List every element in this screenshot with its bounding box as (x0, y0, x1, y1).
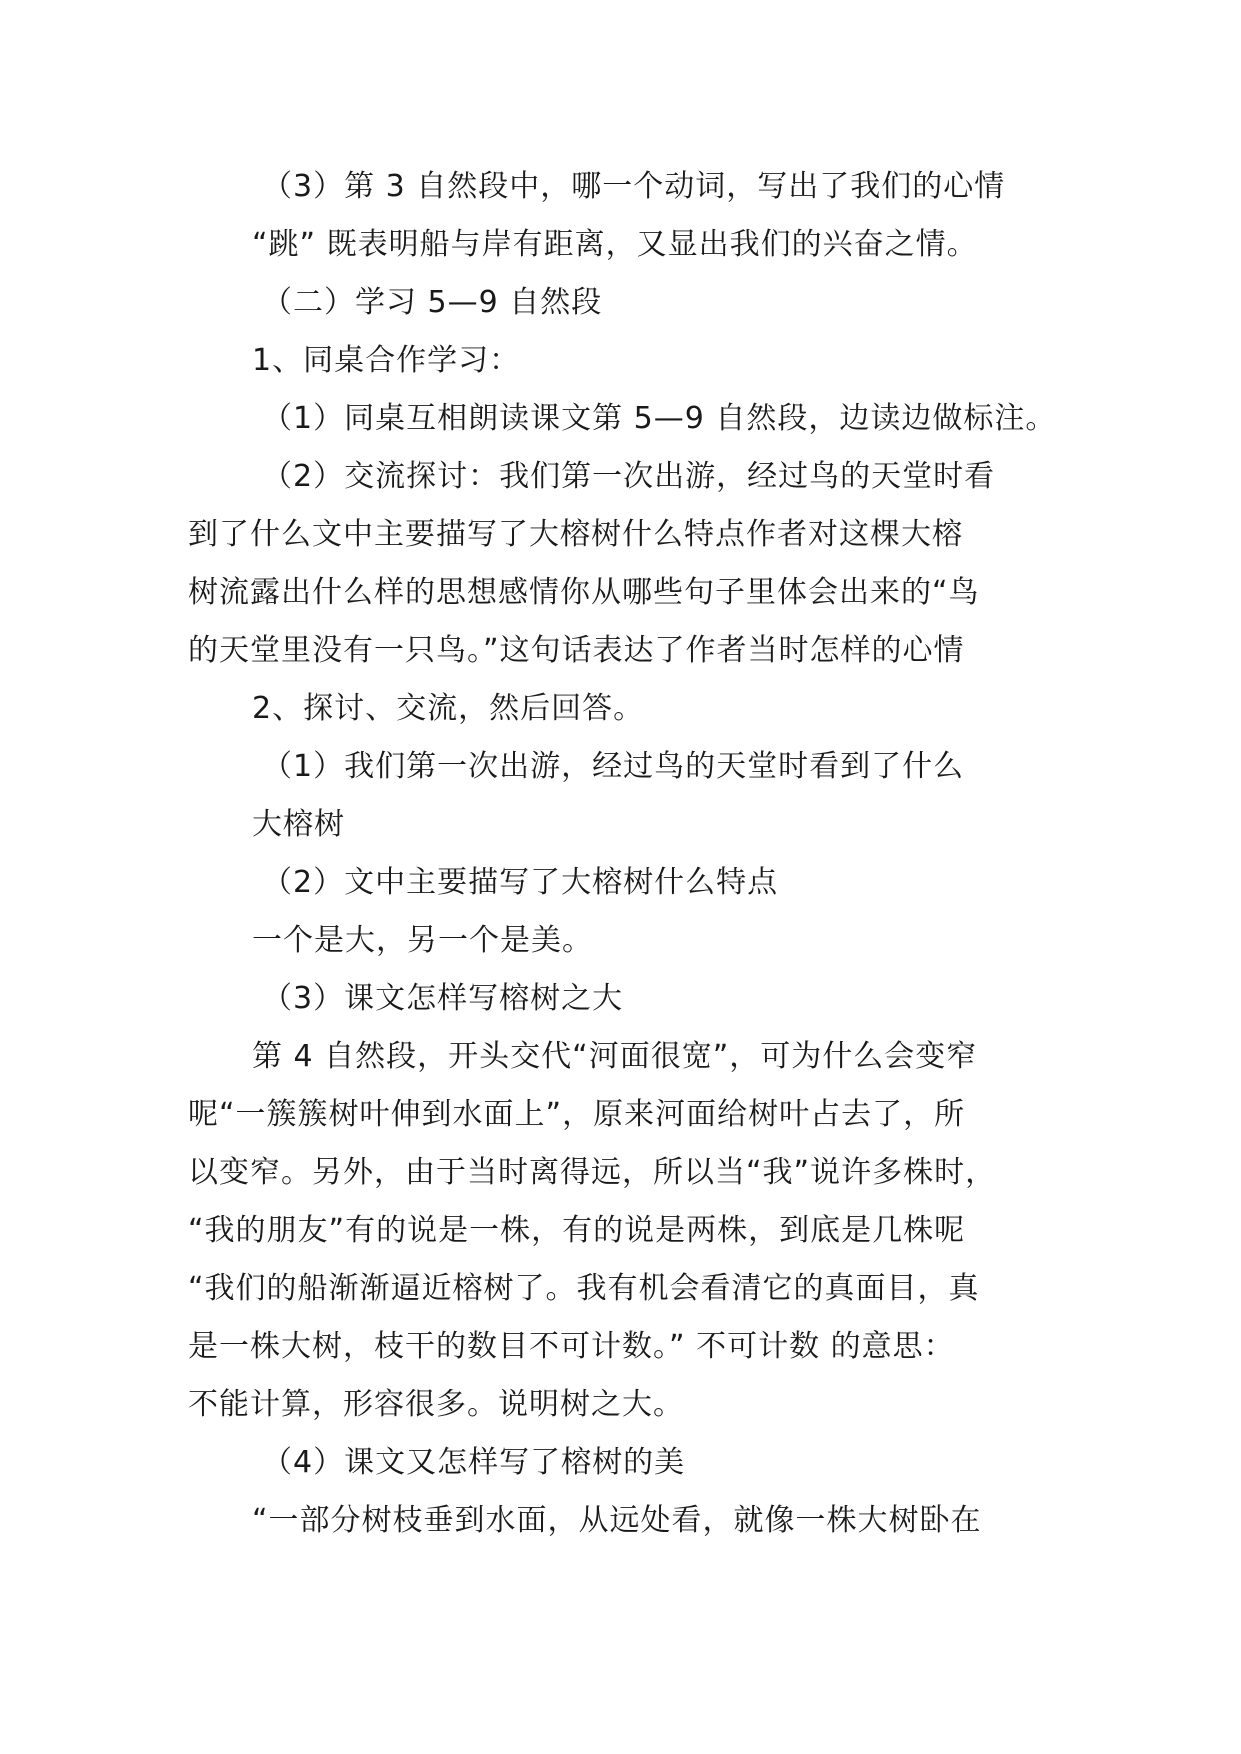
text-line: “我们的船渐渐逼近榕树了。我有机会看清它的真面目，真 (188, 1271, 980, 1306)
text-line: 第 4 自然段，开头交代“河面很宽”，可为什么会变窄 (252, 1039, 978, 1074)
text-line: （3）第 3 自然段中，哪一个动词，写出了我们的心情 (262, 169, 1006, 204)
text-line: 呢“一簇簇树叶伸到水面上”，原来河面给树叶占去了，所 (188, 1097, 966, 1132)
text-line: “一部分树枝垂到水面，从远处看，就像一株大树卧在 (252, 1503, 982, 1538)
text-line: 到了什么文中主要描写了大榕树什么特点作者对这棵大榕 (188, 517, 963, 552)
text-line: “跳” 既表明船与岸有距离，又显出我们的兴奋之情。 (252, 227, 978, 262)
text-line: （1）我们第一次出游，经过鸟的天堂时看到了什么 (262, 749, 965, 784)
text-line: （2）交流探讨：我们第一次出游，经过鸟的天堂时看 (262, 459, 996, 494)
text-line: 2、探讨、交流，然后回答。 (252, 691, 645, 726)
text-line: 不能计算，形容很多。说明树之大。 (188, 1387, 684, 1422)
text-line: （2）文中主要描写了大榕树什么特点 (262, 865, 779, 900)
text-line: 是一株大树，枝干的数目不可计数。” 不可计数 的意思： (188, 1329, 955, 1364)
text-line: 大榕树 (252, 807, 345, 842)
text-line: 的天堂里没有一只鸟。”这句话表达了作者当时怎样的心情 (188, 633, 965, 668)
text-line: （4）课文又怎样写了榕树的美 (262, 1445, 686, 1480)
text-line: （3）课文怎样写榕树之大 (262, 981, 624, 1016)
text-line: 1、同桌合作学习： (252, 343, 521, 378)
section-heading: （二）学习 5—9 自然段 (262, 285, 603, 320)
text-line: 树流露出什么样的思想感情你从哪些句子里体会出来的“鸟 (188, 575, 980, 610)
text-line: “我的朋友”有的说是一株，有的说是两株，到底是几株呢 (188, 1213, 966, 1248)
text-line: （1）同桌互相朗读课文第 5—9 自然段，边读边做标注。 (262, 401, 1057, 436)
text-line: 以变窄。另外，由于当时离得远，所以当“我”说许多株时， (188, 1155, 997, 1190)
text-line: 一个是大，另一个是美。 (252, 923, 593, 958)
